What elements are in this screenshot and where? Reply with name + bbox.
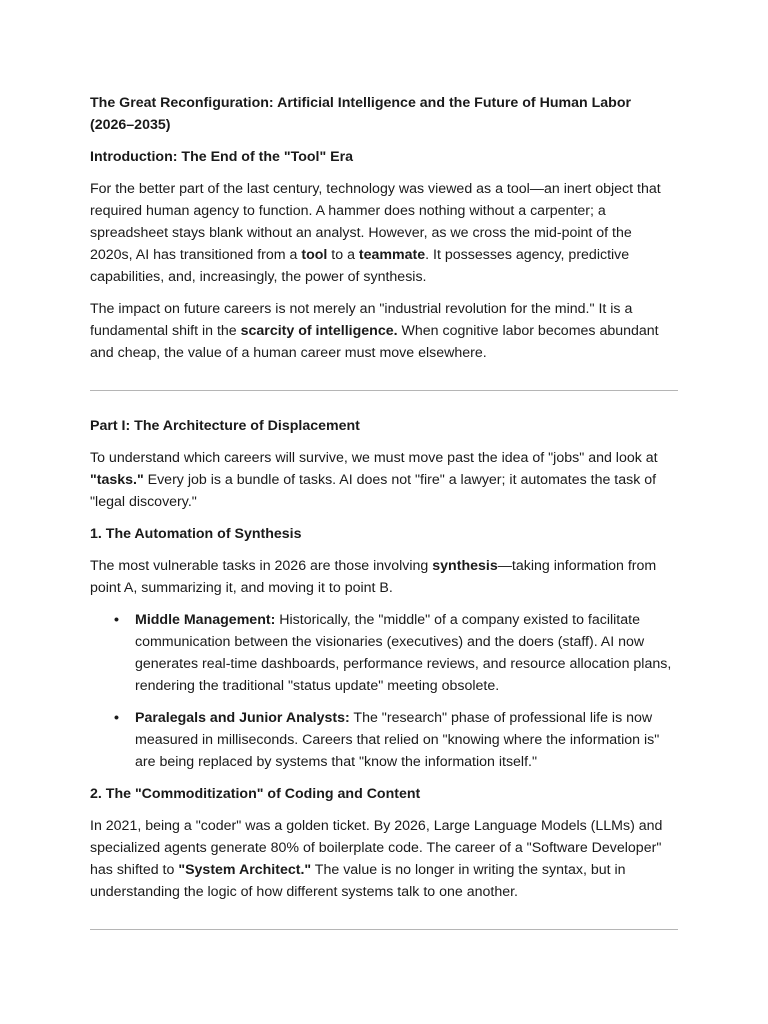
bold-term-tool: tool xyxy=(301,247,328,263)
part1-heading: Part I: The Architecture of Displacement xyxy=(90,418,360,434)
section-divider-2 xyxy=(90,929,678,930)
bold-term-synthesis: synthesis xyxy=(432,558,498,574)
list-item xyxy=(90,609,678,697)
document-title: The Great Reconfiguration: Artificial Intelligence and the Future of Human Labor (2026–2035) xyxy=(90,95,632,133)
subsection-1-heading: 1. The Automation of Synthesis xyxy=(90,526,302,542)
bullet-icon: • xyxy=(114,612,119,628)
list-item-lead: Paralegals and Junior Analysts: xyxy=(135,710,350,726)
bullet-icon: • xyxy=(114,710,119,726)
list-item-text: The "research" phase of professional life is now measured in milliseconds. Careers that relied on "knowing where the information is" are being replaced by systems that "know the information itself." xyxy=(135,710,660,770)
subsection-2-paragraph: In 2021, being a "coder" was a golden ticket. By 2026, Large Language Models (LLMs) and specialized agents generate 80% of boilerplate code. The career of a "Software Developer" has shifted to "System Architect." The value is no longer in writing the syntax, but in understanding the logic of how different systems talk to one another. xyxy=(90,818,663,900)
list-item xyxy=(90,707,678,773)
bold-term-scarcity: scarcity of intelligence. xyxy=(240,323,398,339)
document-body xyxy=(90,92,678,930)
bullet-list xyxy=(90,609,678,773)
list-item-lead: Middle Management: xyxy=(135,612,276,628)
bold-term-tasks: "tasks." xyxy=(90,472,144,488)
bold-term-teammate: teammate xyxy=(358,247,426,263)
bold-term-system-architect: "System Architect." xyxy=(178,862,312,878)
list-item-text: Historically, the "middle" of a company existed to facilitate communication between the visionaries (executives) and the doers (staff). AI now generates real-time dashboards, performance reviews, and resource allocation plans, rendering the traditional "status update" meeting obsolete. xyxy=(135,612,672,694)
intro-paragraph-1: For the better part of the last century, technology was viewed as a tool—an inert object that required human agency to function. A hammer does nothing without a carpenter; a spreadsheet stays blank without an analyst. However, as we cross the mid-point of the 2020s, AI has transitioned from a tool to a teammate. It possesses agency, predictive capabilities, and, increasingly, the power of synthesis. xyxy=(90,181,661,285)
subsection-2-heading: 2. The "Commoditization" of Coding and Content xyxy=(90,786,421,802)
intro-paragraph-2: The impact on future careers is not merely an "industrial revolution for the mind." It is a fundamental shift in the scarcity of intelligence. When cognitive labor becomes abundant and cheap, the value of a human career must move elsewhere. xyxy=(90,301,659,361)
part1-paragraph-1: To understand which careers will survive, we must move past the idea of "jobs" and look at "tasks." Every job is a bundle of tasks. AI does not "fire" a lawyer; it automates the task of "legal discovery." xyxy=(90,450,658,510)
section-divider-1 xyxy=(90,390,678,391)
subsection-1-paragraph: The most vulnerable tasks in 2026 are those involving synthesis—taking information from point A, summarizing it, and moving it to point B. xyxy=(90,558,657,596)
intro-heading: Introduction: The End of the "Tool" Era xyxy=(90,149,354,165)
